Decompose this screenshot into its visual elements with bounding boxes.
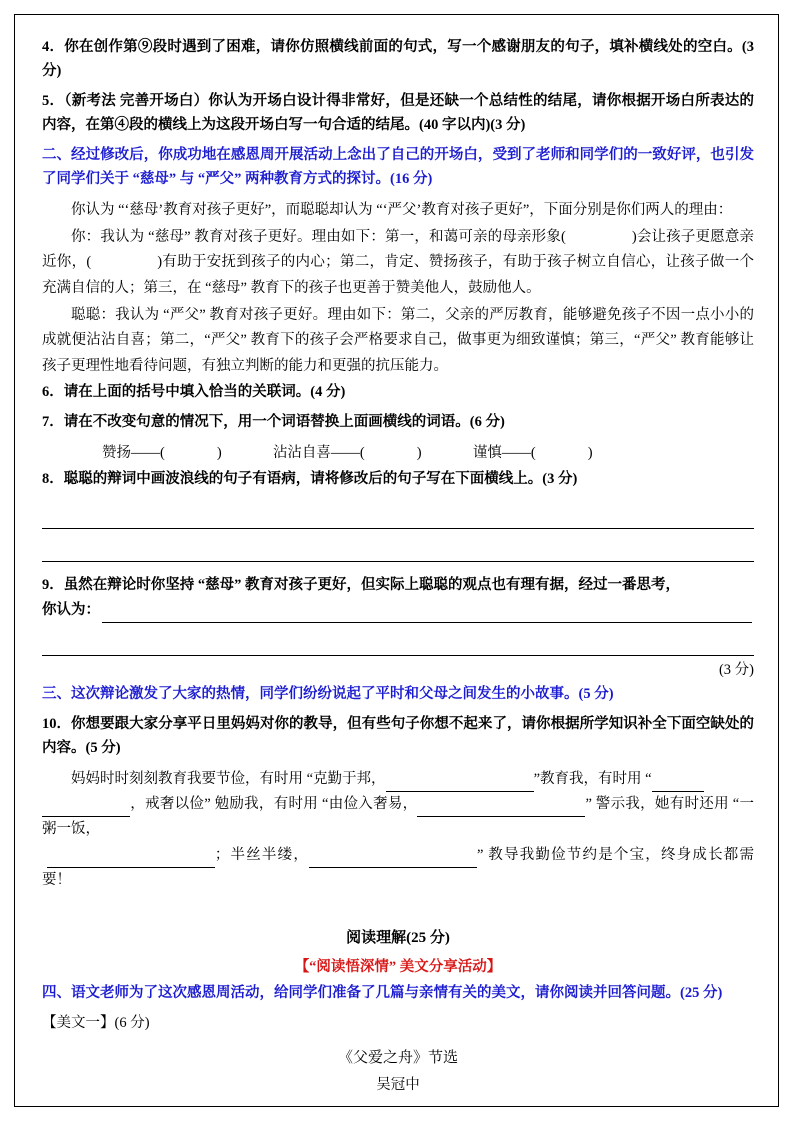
- q10-blank-5[interactable]: [309, 867, 477, 868]
- answer-line-9-1[interactable]: [102, 606, 752, 623]
- section-heading-two: 二、经过修改后，你成功地在感恩周开展活动上念出了自己的开场白，受到了老师和同学们的一致好评，也引发了同学们关于 “慈母” 与 “严父” 两种教育方式的探讨。(16 分): [42, 146, 754, 187]
- answer-line-9-2[interactable]: [42, 625, 754, 656]
- q7-item-3: 谨慎——(: [472, 445, 536, 461]
- section-heading-four: 四、语文老师为了这次感恩周活动，给同学们准备了几篇与亲情有关的美文，请你阅读并回答问题。(25 分): [42, 984, 723, 1001]
- q10-text-5: [42, 847, 47, 863]
- q7-item-2-close: ): [416, 445, 422, 461]
- q7-item-2: 沾沾自喜——(: [272, 445, 365, 461]
- question-10-passage: [42, 767, 754, 894]
- question-6: 6．请在上面的括号中填入恰当的关联词。(4 分): [42, 384, 346, 401]
- reading-activity-banner: 【“阅读悟深情” 美文分享活动】: [294, 958, 502, 975]
- section-heading-three: 三、这次辩论激发了大家的热情，同学们纷纷说起了平时和父母之间发生的小故事。(5 分): [42, 685, 614, 702]
- student-argument-part1: 你：我认为 “慈母” 教育对孩子更好。理由如下：第一，和蔼可亲的母亲形象(: [71, 228, 566, 245]
- q10-text-1: 妈妈时时刻刻教育我要节俭，有时用 “克勤于邦，: [71, 770, 386, 787]
- question-7-items: [42, 441, 754, 466]
- q10-blank-2b[interactable]: [42, 816, 130, 817]
- q10-blank-2a[interactable]: [652, 791, 704, 792]
- excerpt-author: 吴冠中: [376, 1077, 420, 1094]
- question-8: 8．聪聪的辩词中画波浪线的句子有语病，请将修改后的句子写在下面横线上。(3 分): [42, 471, 578, 488]
- question-5: 5．（新考法 完善开场白）你认为开场白设计得非常好，但是还缺一个总结性的结尾，请你根据开场白所表达的内容，在第④段的横线上为这段开场白写一句合适的结尾。(40 字以内)(3 分): [42, 92, 754, 133]
- reading-section-title: 阅读理解(25 分): [346, 929, 450, 946]
- question-9-answer-row: [42, 598, 754, 623]
- excerpt-title: 《父爱之舟》节选: [337, 1050, 458, 1067]
- congcong-argument: 聪聪：我认为 “严父” 教育对孩子更好。理由如下：第二，父亲的严厉教育，能够避免孩子不因一点小小的成就便沾沾自喜；第二，“严父” 教育下的孩子会严格要求自己，做事更为细致谨慎；第三，“严父” 教育能够让孩子更理性地看待问题，有独立判断的能力和更强的抗压能力。: [42, 307, 754, 374]
- q10-text-6: ；半丝半缕，: [214, 846, 310, 863]
- student-argument: [42, 225, 754, 301]
- question-9-cont: 你认为：: [42, 602, 100, 619]
- q7-item-1: 赞扬——(: [102, 445, 165, 461]
- q10-text-4: ” 警示我，她有时还用 “一粥一饭，: [42, 796, 754, 838]
- question-4: 4．你在创作第⑨段时遇到了困难，请你仿照横线前面的句式，写一个感谢朋友的句子，填补横线处的空白。(3 分): [42, 39, 754, 79]
- q10-text-7: ” 教导我勤俭节约是个宝，终身成长都需要！: [42, 846, 754, 889]
- meiwen-one-label: 【美文一】(6 分): [42, 1015, 150, 1032]
- q10-blank-1[interactable]: [386, 791, 534, 792]
- question-9: 9．虽然在辩论时你坚持 “慈母” 教育对孩子更好，但实际上聪聪的观点也有理有据，经过一番思考，: [42, 577, 680, 594]
- question-9-score: (3 分): [718, 661, 754, 678]
- q7-item-1-close: ): [216, 445, 222, 461]
- question-10: 10．你想要跟大家分享平日里妈妈对你的教导，但有些句子你想不起来了，请你根据所学知识补全下面空缺处的内容。(5 分): [42, 715, 754, 756]
- student-argument-part2: )会让孩子更愿意亲近你，(: [42, 228, 754, 271]
- question-7: 7．请在不改变句意的情况下，用一个词语替换上面画横线的词语。(6 分): [42, 414, 505, 431]
- q10-blank-4[interactable]: [47, 867, 215, 868]
- q10-text-3: ，戒奢以俭” 勉励我，有时用 “由俭入奢易，: [130, 796, 418, 812]
- answer-line-8-2[interactable]: [42, 531, 754, 562]
- q10-text-2: ”教育我，有时用 “: [533, 770, 652, 787]
- q10-blank-3[interactable]: [417, 816, 585, 817]
- q7-item-3-close: ): [587, 445, 593, 461]
- student-argument-part3: )有助于安抚到孩子的内心；第二，肯定、赞扬孩子，有助于孩子树立自信心，让孩子做一个充满自信的人；第三，在 “慈母” 教育下的孩子也更善于赞美他人，鼓励他人。: [42, 254, 754, 296]
- debate-intro: 你认为 “‘慈母’教育对孩子更好”，而聪聪却认为 “‘严父’教育对孩子更好”，下面分别是你们两人的理由：: [71, 201, 733, 218]
- page-content: [42, 36, 754, 1094]
- answer-line-8-1[interactable]: [42, 498, 754, 529]
